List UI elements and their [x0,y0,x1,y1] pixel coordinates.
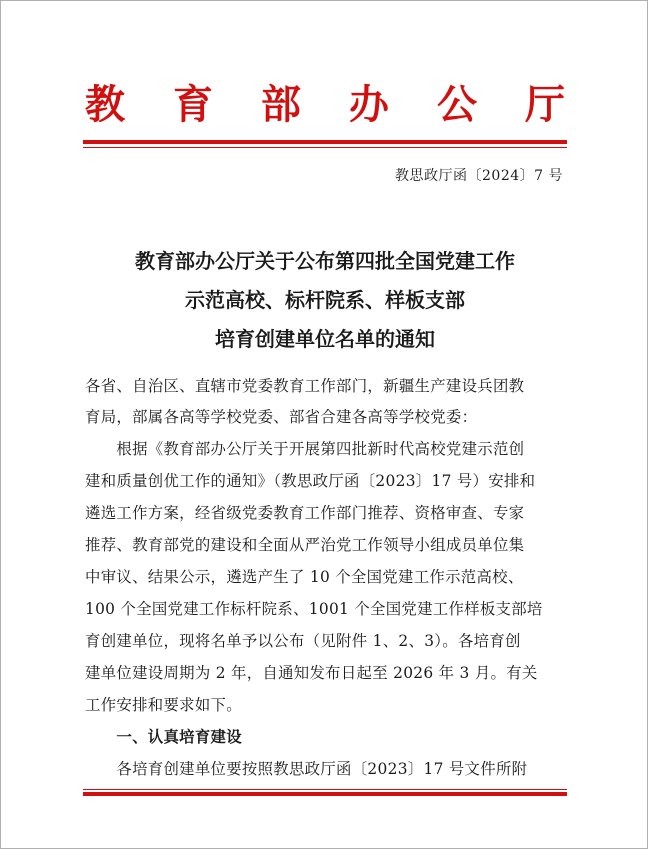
header-char: 厅 [525,81,565,128]
body-text-line: 各省、自治区、直辖市党委教育工作部门，新疆生产建设兵团教 [85,377,525,395]
body-text-line: 推荐、教育部党的建设和全面从严治党工作领导小组成员单位集 [85,536,525,554]
body-text-line: 育局，部属各高等学校党委、部省合建各高等学校党委： [85,408,478,426]
section-heading: 一、认真培育建设 [85,728,242,746]
header-char: 办 [349,81,389,128]
document-title-line: 培育创建单位名单的通知 [215,327,435,351]
body-text-line: 育创建单位，现将名单予以公布（见附件 1、2、3）。各培育创 [85,632,521,650]
header-char: 教 [85,81,125,128]
header-divider-thick [83,140,567,144]
body-text-line: 遴选工作方案，经省级党委教育工作部门推荐、资格审查、专家 [85,504,525,522]
document-title-line: 教育部办公厅关于公布第四批全国党建工作 [135,249,515,273]
body-text-line: 建单位建设周期为 2 年，自通知发布日起至 2026 年 3 月。有关 [85,664,538,682]
body-text-line: 100 个全国党建工作标杆院系、1001 个全国党建工作样板支部培 [85,600,543,618]
body-text-line: 中审议、结果公示，遴选产生了 10 个全国党建工作示范高校、 [85,568,524,586]
body-text-line: 各培育创建单位要按照教思政厅函〔2023〕17 号文件所附 [85,760,528,778]
header-char: 育 [173,81,213,128]
body-text-line: 根据《教育部办公厅关于开展第四批新时代高校党建示范创 [85,440,525,458]
header-divider-thin [83,147,567,148]
footer-divider-thin [83,789,567,790]
body-text-line: 建和质量创优工作的通知》（教思政厅函〔2023〕17 号）安排和 [85,472,536,490]
header-char: 公 [437,81,477,128]
footer-divider-thick [83,792,567,796]
issuing-office-header [85,79,565,131]
document-number: 教思政厅函〔2024〕7 号 [395,168,563,184]
body-text-line: 工作安排和要求如下。 [85,696,242,714]
document-title-line: 示范高校、标杆院系、样板支部 [185,288,465,312]
header-char: 部 [261,81,301,128]
